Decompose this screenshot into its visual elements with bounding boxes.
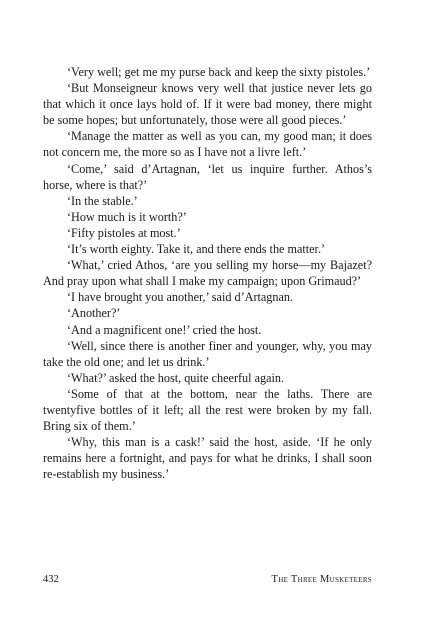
running-title: The Three Musketeers xyxy=(271,574,372,585)
paragraph: ‘Come,’ said d’Artagnan, ‘let us inquire further. Athos’s horse, where is that?’ xyxy=(43,161,372,192)
paragraph: ‘Some of that at the bottom, near the laths. There are twentyfive bottles of it left; all the rest were broken by my fall. Bring six of them.’ xyxy=(43,386,372,434)
paragraph: ‘What?’ asked the host, quite cheerful again. xyxy=(67,370,285,385)
paragraph: ‘Manage the matter as well as you can, my good man; it does not concern me, the more so as I have not a livre left.’ xyxy=(43,129,372,160)
paragraph: ‘Very well; get me my purse back and keep the sixty pistoles.’ xyxy=(67,65,371,79)
page-footer xyxy=(43,574,372,588)
paragraph: ‘In the stable.’ xyxy=(67,193,138,208)
paragraph: ‘And a magnificent one!’ cried the host. xyxy=(67,322,262,337)
paragraph: ‘Well, since there is another finer and younger, why, you may take the old one; and let us drink.’ xyxy=(43,338,372,369)
page-number: 432 xyxy=(43,574,59,585)
paragraph: ‘Another?’ xyxy=(67,306,121,321)
paragraph: ‘It’s worth eighty. Take it, and there ends the matter.’ xyxy=(67,242,326,257)
paragraph: ‘I have brought you another,’ said d’Artagnan. xyxy=(67,290,294,305)
paragraph: ‘How much is it worth?’ xyxy=(67,209,187,224)
paragraph: ‘Fifty pistoles at most.’ xyxy=(67,225,181,240)
paragraph: ‘Why, this man is a cask!’ said the host, aside. ‘If he only remains here a fortnight, and pays for what he drinks, I shall soon re-establish my business.’ xyxy=(43,435,372,482)
paragraph: ‘But Monseigneur knows very well that justice never lets go that which it once lays hold of. If it were bad money, there might be some hopes; but unfortunately, those were all good pieces.’ xyxy=(43,81,372,128)
body-text xyxy=(43,64,372,482)
paragraph: ‘What,’ cried Athos, ‘are you selling my horse—my Bajazet? And pray upon what shall I make my campaign; upon Grimaud?’ xyxy=(43,258,372,289)
